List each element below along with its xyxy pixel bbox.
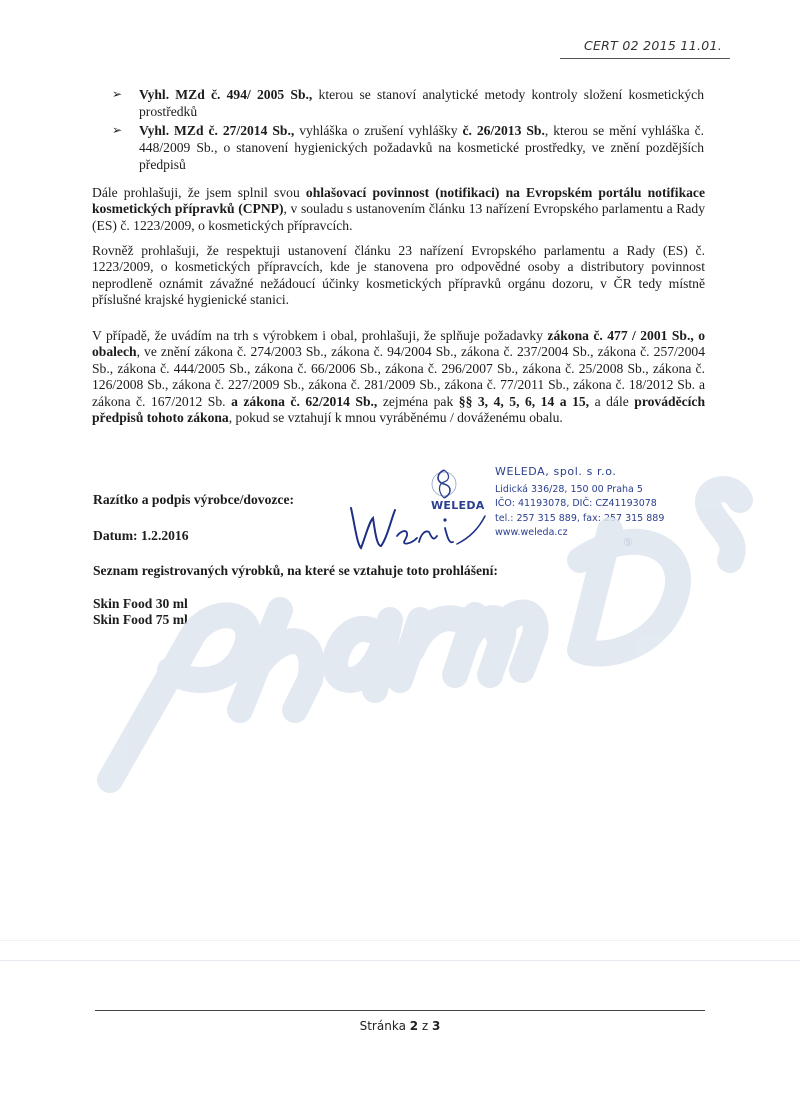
document-code: CERT 02 2015 11.01. (583, 38, 722, 53)
date-label: Datum: 1.2.2016 (93, 528, 189, 543)
stamp-signature-label: Razítko a podpis výrobce/dovozce: (93, 492, 295, 507)
header-rule (560, 58, 730, 59)
scan-artifact-line (0, 940, 800, 941)
stamp-phone: tel.: 257 315 889, fax: 257 315 889 (495, 513, 665, 524)
page-number: Stránka 2 z 3 (359, 1019, 441, 1033)
product-list-label: Seznam registrovaných výrobků, na které se vztahuje toto prohlášení: (93, 563, 498, 578)
arrow-bullet-icon: ➢ (112, 123, 123, 137)
regulation-list (112, 86, 704, 175)
regulation-ref: Vyhl. MZd č. 27/2014 Sb., (139, 123, 295, 138)
notification-paragraph: Dále prohlašuji, že jsem splnil svou ohlašovací povinnost (notifikaci) na Evropském portálu notifikace kosmetických přípravků (CPNP), v souladu s ustanovením článku 13 nařízení Evropského parlamentu a Rady (ES) č. 1223/2009, o kosmetických přípravcích. (92, 185, 705, 233)
regulation-text: kterou se stanoví analytické metody kontroly složení kosmetických prostředků (139, 87, 704, 119)
regulation-text: , kterou se mění vyhláška č. 448/2009 Sb., o stanovení hygienických požadavků na kosmetické prostředky, ve znění pozdějších předpisů (139, 123, 704, 172)
regulation-text: vyhláška o zrušení vyhlášky (294, 123, 463, 138)
regulation-ref: Vyhl. MZd č. 494/ 2005 Sb., (139, 87, 313, 102)
stamp-number: ⑤ (623, 536, 633, 549)
reporting-paragraph: Rovněž prohlašuji, že respektuji ustanovení článku 23 nařízení Evropského parlamentu a Rady (ES) č. 1223/2009, o kosmetických přípravcích, kde je stanovena pro odpovědné osoby a distributory povinnost neprodleně oznámit závažné nežádoucí účinky kosmetických přípravků orgánu dozoru, v ČR tedy místně příslušné krajské hygienické stanici. (92, 243, 705, 308)
product-item: Skin Food 75 ml (93, 612, 188, 627)
weleda-logo-icon (430, 468, 458, 500)
footer-rule (95, 1010, 705, 1011)
stamp-ids: IČO: 41193078, DIČ: CZ41193078 (495, 498, 657, 509)
product-item: Skin Food 30 ml (93, 596, 188, 611)
stamp-address: Lidická 336/28, 150 00 Praha 5 (495, 484, 643, 495)
arrow-bullet-icon: ➢ (112, 87, 123, 101)
packaging-paragraph: V případě, že uvádím na trh s výrobkem i obal, prohlašuji, že splňuje požadavky zákona č. 477 / 2001 Sb., o obalech, ve znění zákona č. 274/2003 Sb., zákona č. 94/2004 Sb., zákona č. 237/2004 Sb., zákona č. 257/2004 Sb., zákona č. 444/2005 Sb., zákona č. 66/2006 Sb., zákona č. 296/2007 Sb., zákona č. 25/2008 Sb., zákona č. 126/2008 Sb., zákona č. 227/2009 Sb., zákona č. 281/2009 Sb., zákona č. 77/2011 Sb., zákona č. 18/2012 Sb. a zákona č. 167/2012 Sb. a zákona č. 62/2014 Sb., zejména pak §§ 3, 4, 5, 6, 14 a 15, a dále prováděcích předpisů tohoto zákona, pokud se vztahují k mnou vyráběnému / dováženému obalu. (92, 328, 706, 426)
stamp-company: WELEDA, spol. s r.o. (495, 465, 617, 478)
regulation-ref: č. 26/2013 Sb. (462, 123, 545, 138)
list-item (112, 86, 704, 120)
list-item (112, 122, 704, 173)
stamp-brand: WELEDA (431, 499, 485, 512)
signature-image (345, 498, 495, 556)
stamp-web: www.weleda.cz (495, 527, 568, 538)
scan-artifact-line (0, 960, 800, 961)
